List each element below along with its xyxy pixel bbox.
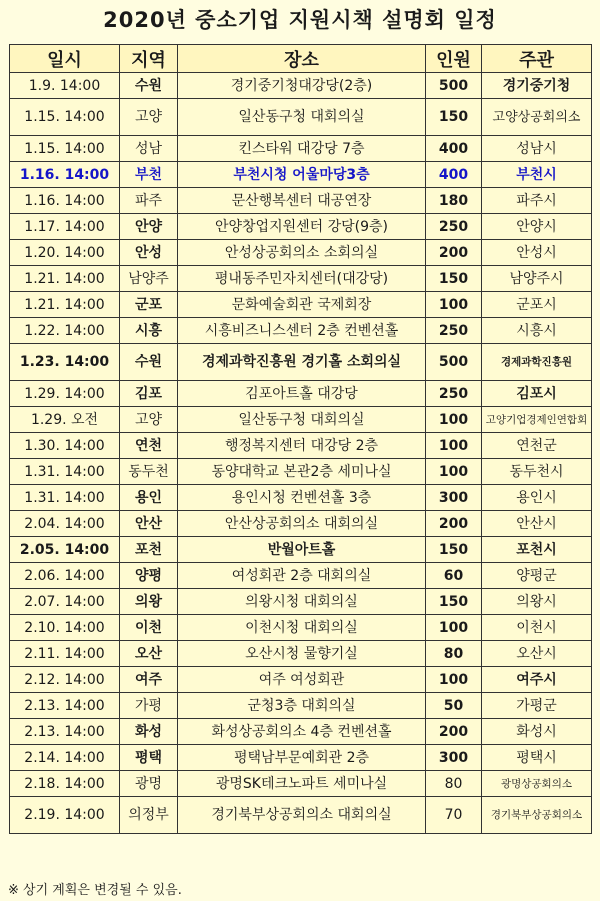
- cell-host: 군포시: [482, 292, 592, 318]
- cell-count: 150: [426, 537, 482, 563]
- cell-host: 여주시: [482, 667, 592, 693]
- header-region: 지역: [120, 45, 178, 73]
- cell-host: 가평군: [482, 693, 592, 719]
- cell-region: 오산: [120, 641, 178, 667]
- schedule-table: [9, 44, 592, 834]
- table-row: [10, 162, 592, 188]
- cell-host: 안양시: [482, 214, 592, 240]
- cell-count: 150: [426, 266, 482, 292]
- cell-region: 수원: [120, 344, 178, 381]
- cell-place: 여성회관 2층 대회의실: [178, 563, 426, 589]
- cell-place: 안산상공회의소 대회의실: [178, 511, 426, 537]
- cell-place: 일산동구청 대회의실: [178, 407, 426, 433]
- cell-count: 250: [426, 318, 482, 344]
- cell-region: 의왕: [120, 589, 178, 615]
- cell-date: 1.31. 14:00: [10, 485, 120, 511]
- table-row: [10, 511, 592, 537]
- cell-host: 부천시: [482, 162, 592, 188]
- cell-place: 일산동구청 대회의실: [178, 99, 426, 136]
- cell-region: 연천: [120, 433, 178, 459]
- cell-host: 파주시: [482, 188, 592, 214]
- cell-count: 80: [426, 771, 482, 797]
- cell-count: 180: [426, 188, 482, 214]
- cell-region: 안양: [120, 214, 178, 240]
- cell-count: 400: [426, 162, 482, 188]
- cell-count: 300: [426, 745, 482, 771]
- cell-host: 동두천시: [482, 459, 592, 485]
- cell-count: 100: [426, 459, 482, 485]
- cell-date: 1.21. 14:00: [10, 266, 120, 292]
- cell-region: 시흥: [120, 318, 178, 344]
- cell-place: 오산시청 물향기실: [178, 641, 426, 667]
- table-row: [10, 188, 592, 214]
- table-row: [10, 292, 592, 318]
- cell-date: 1.20. 14:00: [10, 240, 120, 266]
- table-row: [10, 433, 592, 459]
- cell-date: 2.06. 14:00: [10, 563, 120, 589]
- cell-date: 1.30. 14:00: [10, 433, 120, 459]
- cell-place: 킨스타워 대강당 7층: [178, 136, 426, 162]
- table-row: [10, 318, 592, 344]
- cell-place: 문산행복센터 대공연장: [178, 188, 426, 214]
- cell-region: 고양: [120, 407, 178, 433]
- cell-host: 경기중기청: [482, 73, 592, 99]
- cell-date: 1.15. 14:00: [10, 99, 120, 136]
- cell-count: 100: [426, 292, 482, 318]
- cell-host: 이천시: [482, 615, 592, 641]
- header-count: 인원: [426, 45, 482, 73]
- cell-region: 가평: [120, 693, 178, 719]
- cell-place: 행정복지센터 대강당 2층: [178, 433, 426, 459]
- cell-region: 양평: [120, 563, 178, 589]
- cell-date: 2.07. 14:00: [10, 589, 120, 615]
- cell-host: 안성시: [482, 240, 592, 266]
- cell-place: 안성상공회의소 소회의실: [178, 240, 426, 266]
- cell-date: 2.19. 14:00: [10, 797, 120, 834]
- cell-host: 양평군: [482, 563, 592, 589]
- cell-count: 300: [426, 485, 482, 511]
- cell-count: 250: [426, 214, 482, 240]
- table-row: [10, 344, 592, 381]
- table-row: [10, 615, 592, 641]
- cell-place: 안양창업지원센터 강당(9층): [178, 214, 426, 240]
- table-row: [10, 563, 592, 589]
- cell-region: 성남: [120, 136, 178, 162]
- cell-host: 광명상공회의소: [482, 771, 592, 797]
- table-row: [10, 136, 592, 162]
- cell-place: 여주 여성회관: [178, 667, 426, 693]
- cell-host: 포천시: [482, 537, 592, 563]
- cell-place: 부천시청 어울마당3층: [178, 162, 426, 188]
- table-row: [10, 745, 592, 771]
- footnote: ※ 상기 계획은 변경될 수 있음.: [8, 883, 182, 898]
- cell-place: 평택남부문예회관 2층: [178, 745, 426, 771]
- cell-date: 2.12. 14:00: [10, 667, 120, 693]
- table-row: [10, 693, 592, 719]
- cell-count: 500: [426, 73, 482, 99]
- cell-host: 연천군: [482, 433, 592, 459]
- cell-place: 동양대학교 본관2층 세미나실: [178, 459, 426, 485]
- cell-count: 200: [426, 511, 482, 537]
- cell-host: 안산시: [482, 511, 592, 537]
- table-row: [10, 99, 592, 136]
- cell-host: 성남시: [482, 136, 592, 162]
- table-row: [10, 667, 592, 693]
- cell-place: 화성상공회의소 4층 컨벤션홀: [178, 719, 426, 745]
- cell-region: 여주: [120, 667, 178, 693]
- cell-count: 250: [426, 381, 482, 407]
- cell-region: 포천: [120, 537, 178, 563]
- cell-date: 1.22. 14:00: [10, 318, 120, 344]
- table-row: [10, 719, 592, 745]
- table-row: [10, 459, 592, 485]
- table-row: [10, 266, 592, 292]
- cell-date: 2.05. 14:00: [10, 537, 120, 563]
- cell-count: 100: [426, 433, 482, 459]
- cell-date: 1.9. 14:00: [10, 73, 120, 99]
- cell-place: 용인시청 컨벤션홀 3층: [178, 485, 426, 511]
- cell-place: 경기북부상공회의소 대회의실: [178, 797, 426, 834]
- table-row: [10, 797, 592, 834]
- cell-place: 문화예술회관 국제회장: [178, 292, 426, 318]
- cell-region: 평택: [120, 745, 178, 771]
- cell-count: 400: [426, 136, 482, 162]
- cell-region: 수원: [120, 73, 178, 99]
- cell-region: 동두천: [120, 459, 178, 485]
- cell-place: 군청3층 대회의실: [178, 693, 426, 719]
- cell-count: 60: [426, 563, 482, 589]
- cell-date: 1.31. 14:00: [10, 459, 120, 485]
- table-row: [10, 589, 592, 615]
- table-row: [10, 771, 592, 797]
- cell-date: 1.16. 14:00: [10, 162, 120, 188]
- cell-region: 고양: [120, 99, 178, 136]
- cell-host: 용인시: [482, 485, 592, 511]
- cell-count: 50: [426, 693, 482, 719]
- table-row: [10, 485, 592, 511]
- cell-host: 김포시: [482, 381, 592, 407]
- cell-region: 부천: [120, 162, 178, 188]
- cell-date: 2.14. 14:00: [10, 745, 120, 771]
- cell-place: 김포아트홀 대강당: [178, 381, 426, 407]
- cell-date: 2.13. 14:00: [10, 719, 120, 745]
- cell-region: 용인: [120, 485, 178, 511]
- header-host: 주관: [482, 45, 592, 73]
- cell-host: 남양주시: [482, 266, 592, 292]
- cell-region: 안성: [120, 240, 178, 266]
- cell-date: 1.21. 14:00: [10, 292, 120, 318]
- cell-count: 100: [426, 407, 482, 433]
- cell-region: 파주: [120, 188, 178, 214]
- cell-region: 화성: [120, 719, 178, 745]
- table-body: [10, 73, 592, 834]
- table-header-row: [10, 45, 592, 73]
- cell-date: 1.16. 14:00: [10, 188, 120, 214]
- cell-count: 100: [426, 615, 482, 641]
- table-row: [10, 240, 592, 266]
- cell-place: 경기중기청대강당(2층): [178, 73, 426, 99]
- cell-date: 1.29. 14:00: [10, 381, 120, 407]
- cell-place: 광명SK테크노파트 세미나실: [178, 771, 426, 797]
- cell-date: 2.04. 14:00: [10, 511, 120, 537]
- cell-count: 200: [426, 719, 482, 745]
- cell-date: 2.10. 14:00: [10, 615, 120, 641]
- cell-count: 500: [426, 344, 482, 381]
- cell-count: 200: [426, 240, 482, 266]
- table-row: [10, 407, 592, 433]
- cell-count: 150: [426, 589, 482, 615]
- cell-region: 군포: [120, 292, 178, 318]
- cell-host: 경제과학진흥원: [482, 344, 592, 381]
- header-place: 장소: [178, 45, 426, 73]
- cell-place: 이천시청 대회의실: [178, 615, 426, 641]
- cell-host: 경기북부상공회의소: [482, 797, 592, 834]
- cell-region: 김포: [120, 381, 178, 407]
- cell-region: 이천: [120, 615, 178, 641]
- cell-date: 2.13. 14:00: [10, 693, 120, 719]
- table-row: [10, 381, 592, 407]
- cell-place: 반월아트홀: [178, 537, 426, 563]
- cell-region: 안산: [120, 511, 178, 537]
- cell-place: 경제과학진흥원 경기홀 소회의실: [178, 344, 426, 381]
- cell-date: 1.15. 14:00: [10, 136, 120, 162]
- table-row: [10, 641, 592, 667]
- cell-date: 1.17. 14:00: [10, 214, 120, 240]
- cell-host: 시흥시: [482, 318, 592, 344]
- page-title: 2020년 중소기업 지원시책 설명회 일정: [103, 8, 497, 32]
- cell-region: 광명: [120, 771, 178, 797]
- cell-host: 오산시: [482, 641, 592, 667]
- cell-region: 남양주: [120, 266, 178, 292]
- cell-host: 고양상공회의소: [482, 99, 592, 136]
- cell-count: 70: [426, 797, 482, 834]
- table-row: [10, 73, 592, 99]
- cell-date: 1.23. 14:00: [10, 344, 120, 381]
- cell-host: 평택시: [482, 745, 592, 771]
- cell-host: 화성시: [482, 719, 592, 745]
- cell-count: 80: [426, 641, 482, 667]
- cell-date: 2.11. 14:00: [10, 641, 120, 667]
- cell-date: 2.18. 14:00: [10, 771, 120, 797]
- cell-host: 고양기업경제인연합회: [482, 407, 592, 433]
- cell-host: 의왕시: [482, 589, 592, 615]
- table-row: [10, 537, 592, 563]
- table-row: [10, 214, 592, 240]
- cell-place: 평내동주민자치센터(대강당): [178, 266, 426, 292]
- cell-region: 의정부: [120, 797, 178, 834]
- cell-count: 100: [426, 667, 482, 693]
- cell-place: 의왕시청 대회의실: [178, 589, 426, 615]
- cell-count: 150: [426, 99, 482, 136]
- header-date: 일시: [10, 45, 120, 73]
- cell-place: 시흥비즈니스센터 2층 컨벤션홀: [178, 318, 426, 344]
- cell-date: 1.29. 오전: [10, 407, 120, 433]
